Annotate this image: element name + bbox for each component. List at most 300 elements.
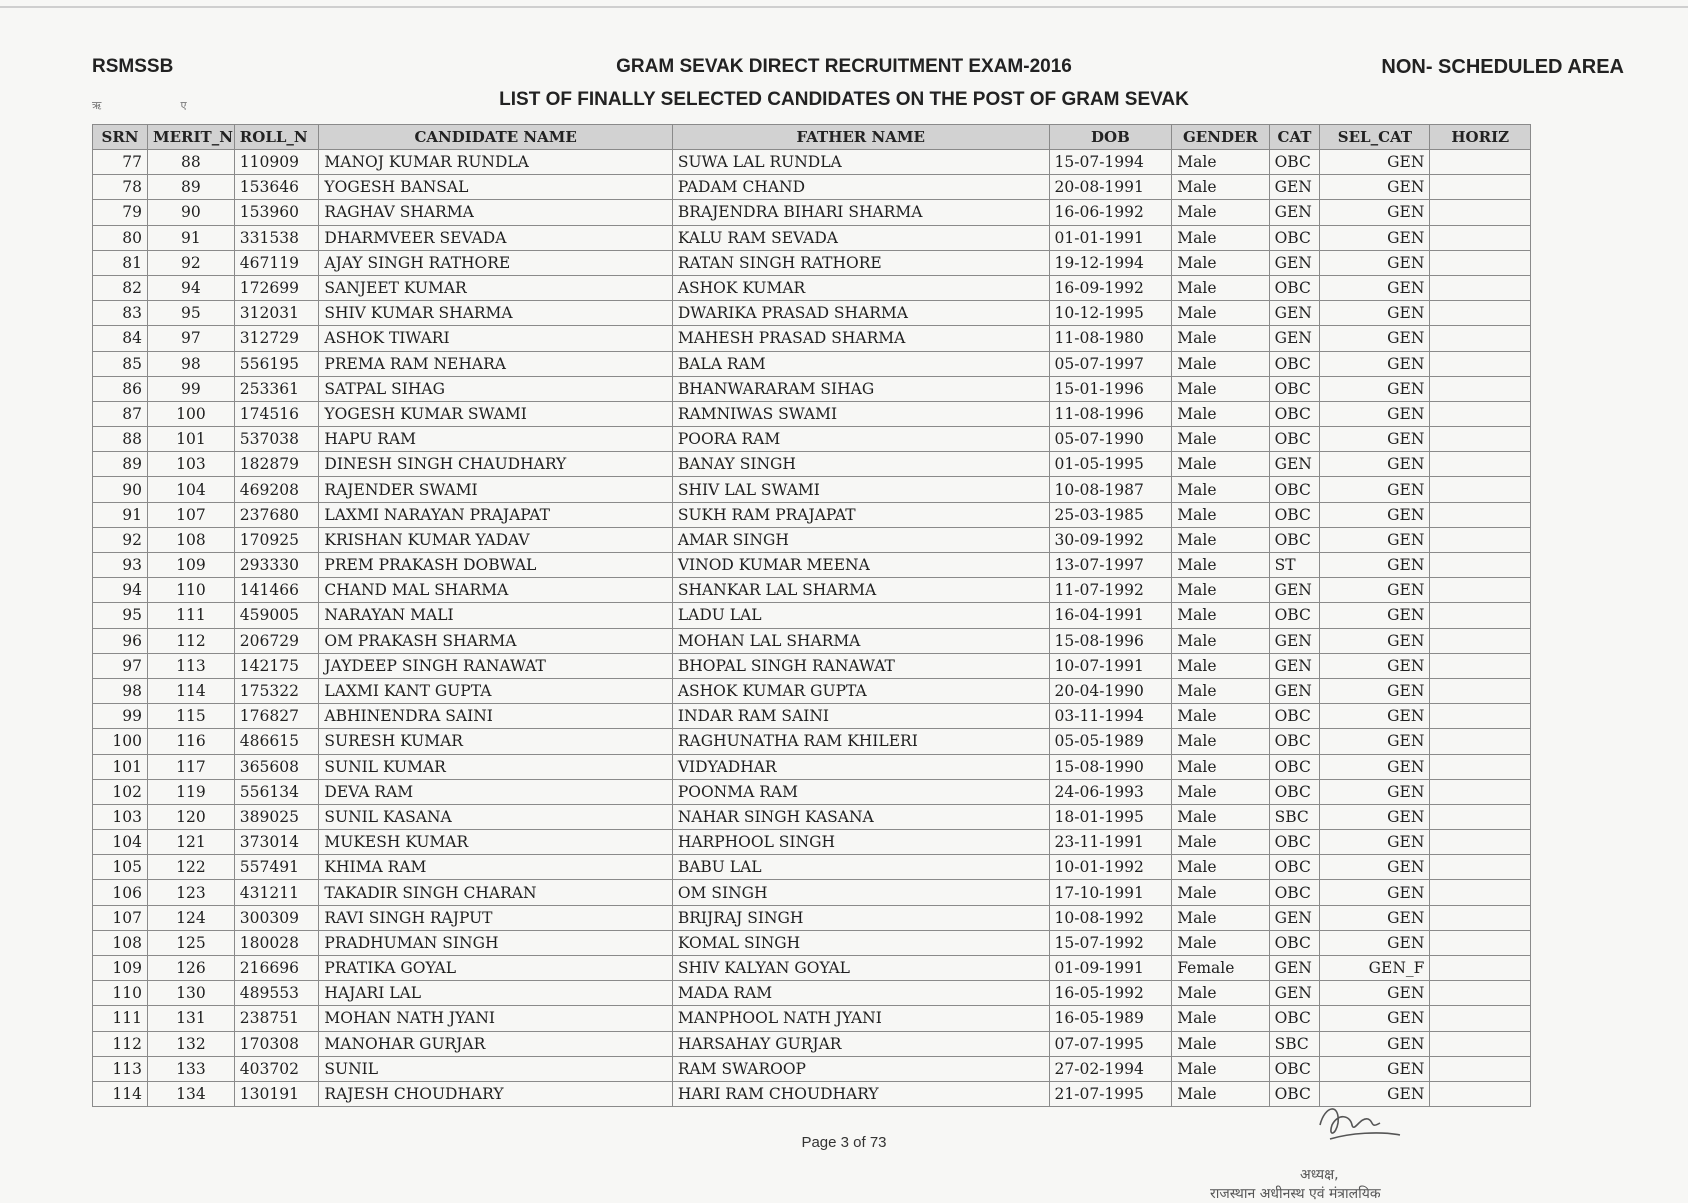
cell-cat: OBC	[1269, 1056, 1320, 1081]
cell-cat: OBC	[1269, 704, 1320, 729]
cell-srn: 90	[93, 477, 148, 502]
cell-cat: OBC	[1269, 376, 1320, 401]
cell-father-name: MANPHOOL NATH JYANI	[672, 1006, 1049, 1031]
cell-roll: 153646	[234, 175, 319, 200]
cell-merit: 119	[148, 779, 235, 804]
header-marks: ऋ ए	[92, 100, 225, 112]
cell-roll: 172699	[234, 275, 319, 300]
table-row	[93, 880, 1531, 905]
signature-icon	[1290, 1095, 1430, 1165]
cell-sel-cat: GEN	[1320, 653, 1430, 678]
cell-father-name: BHANWARARAM SIHAG	[672, 376, 1049, 401]
cell-dob: 30-09-1992	[1049, 527, 1172, 552]
cell-father-name: PADAM CHAND	[672, 175, 1049, 200]
cell-merit: 123	[148, 880, 235, 905]
cell-merit: 103	[148, 452, 235, 477]
cell-gender: Female	[1172, 956, 1269, 981]
cell-cat: GEN	[1269, 200, 1320, 225]
cell-candidate-name: NARAYAN MALI	[319, 603, 672, 628]
cell-srn: 95	[93, 603, 148, 628]
cell-horiz	[1430, 956, 1531, 981]
cell-merit: 97	[148, 326, 235, 351]
cell-candidate-name: OM PRAKASH SHARMA	[319, 628, 672, 653]
table-row	[93, 1006, 1531, 1031]
cell-horiz	[1430, 653, 1531, 678]
cell-father-name: BABU LAL	[672, 855, 1049, 880]
cell-horiz	[1430, 200, 1531, 225]
cell-candidate-name: PRATIKA GOYAL	[319, 956, 672, 981]
cell-merit: 124	[148, 905, 235, 930]
cell-cat: OBC	[1269, 1081, 1320, 1106]
table-row	[93, 175, 1531, 200]
cell-gender: Male	[1172, 527, 1269, 552]
table-row	[93, 376, 1531, 401]
cell-gender: Male	[1172, 603, 1269, 628]
cell-srn: 84	[93, 326, 148, 351]
table-row	[93, 527, 1531, 552]
cell-sel-cat: GEN	[1320, 678, 1430, 703]
cell-horiz	[1430, 376, 1531, 401]
cell-gender: Male	[1172, 351, 1269, 376]
cell-roll: 180028	[234, 930, 319, 955]
cell-roll: 130191	[234, 1081, 319, 1106]
cell-father-name: KALU RAM SEVADA	[672, 225, 1049, 250]
cell-candidate-name: MANOHAR GURJAR	[319, 1031, 672, 1056]
cell-candidate-name: RAGHAV SHARMA	[319, 200, 672, 225]
cell-roll: 238751	[234, 1006, 319, 1031]
cell-candidate-name: SANJEET KUMAR	[319, 275, 672, 300]
cell-dob: 18-01-1995	[1049, 804, 1172, 829]
cell-dob: 05-07-1990	[1049, 427, 1172, 452]
table-row	[93, 427, 1531, 452]
cell-candidate-name: DHARMVEER SEVADA	[319, 225, 672, 250]
cell-candidate-name: TAKADIR SINGH CHARAN	[319, 880, 672, 905]
table-row	[93, 578, 1531, 603]
cell-cat: GEN	[1269, 250, 1320, 275]
cell-merit: 116	[148, 729, 235, 754]
cell-merit: 98	[148, 351, 235, 376]
cell-sel-cat: GEN	[1320, 427, 1430, 452]
cell-dob: 15-07-1992	[1049, 930, 1172, 955]
cell-merit: 100	[148, 401, 235, 426]
cell-horiz	[1430, 578, 1531, 603]
cell-gender: Male	[1172, 779, 1269, 804]
cell-cat: GEN	[1269, 326, 1320, 351]
cell-srn: 77	[93, 150, 148, 175]
cell-father-name: OM SINGH	[672, 880, 1049, 905]
cell-dob: 24-06-1993	[1049, 779, 1172, 804]
cell-roll: 293330	[234, 553, 319, 578]
cell-sel-cat: GEN	[1320, 855, 1430, 880]
cell-roll: 403702	[234, 1056, 319, 1081]
cell-dob: 25-03-1985	[1049, 502, 1172, 527]
cell-sel-cat: GEN	[1320, 804, 1430, 829]
cell-dob: 11-08-1996	[1049, 401, 1172, 426]
cell-srn: 112	[93, 1031, 148, 1056]
table-header-row	[93, 125, 1531, 150]
cell-father-name: NAHAR SINGH KASANA	[672, 804, 1049, 829]
cell-gender: Male	[1172, 225, 1269, 250]
cell-roll: 365608	[234, 754, 319, 779]
cell-merit: 99	[148, 376, 235, 401]
cell-candidate-name: AJAY SINGH RATHORE	[319, 250, 672, 275]
cell-merit: 130	[148, 981, 235, 1006]
cell-roll: 331538	[234, 225, 319, 250]
cell-srn: 79	[93, 200, 148, 225]
cell-roll: 557491	[234, 855, 319, 880]
cell-horiz	[1430, 1006, 1531, 1031]
col-header-merit: MERIT_N	[148, 125, 235, 150]
cell-gender: Male	[1172, 804, 1269, 829]
cell-dob: 07-07-1995	[1049, 1031, 1172, 1056]
cell-sel-cat: GEN	[1320, 628, 1430, 653]
cell-gender: Male	[1172, 981, 1269, 1006]
cell-roll: 141466	[234, 578, 319, 603]
table-row	[93, 729, 1531, 754]
cell-dob: 11-07-1992	[1049, 578, 1172, 603]
cell-srn: 101	[93, 754, 148, 779]
cell-merit: 108	[148, 527, 235, 552]
cell-horiz	[1430, 830, 1531, 855]
cell-sel-cat: GEN	[1320, 527, 1430, 552]
cell-merit: 95	[148, 301, 235, 326]
cell-candidate-name: SUNIL	[319, 1056, 672, 1081]
cell-dob: 23-11-1991	[1049, 830, 1172, 855]
cell-dob: 01-09-1991	[1049, 956, 1172, 981]
col-header-candidate-name: CANDIDATE NAME	[319, 125, 672, 150]
cell-gender: Male	[1172, 200, 1269, 225]
cell-horiz	[1430, 553, 1531, 578]
cell-dob: 10-07-1991	[1049, 653, 1172, 678]
cell-merit: 101	[148, 427, 235, 452]
cell-gender: Male	[1172, 477, 1269, 502]
document-subtitle: LIST OF FINALLY SELECTED CANDIDATES ON THE POST OF GRAM SEVAK	[499, 89, 1189, 110]
cell-sel-cat: GEN	[1320, 275, 1430, 300]
cell-dob: 20-08-1991	[1049, 175, 1172, 200]
cell-candidate-name: MANOJ KUMAR RUNDLA	[319, 150, 672, 175]
cell-merit: 115	[148, 704, 235, 729]
cell-roll: 237680	[234, 502, 319, 527]
cell-father-name: MAHESH PRASAD SHARMA	[672, 326, 1049, 351]
cell-merit: 131	[148, 1006, 235, 1031]
cell-sel-cat: GEN	[1320, 578, 1430, 603]
cell-father-name: MADA RAM	[672, 981, 1049, 1006]
cell-srn: 85	[93, 351, 148, 376]
cell-cat: GEN	[1269, 956, 1320, 981]
table-row	[93, 603, 1531, 628]
cell-srn: 105	[93, 855, 148, 880]
cell-candidate-name: SURESH KUMAR	[319, 729, 672, 754]
cell-horiz	[1430, 704, 1531, 729]
cell-dob: 17-10-1991	[1049, 880, 1172, 905]
cell-cat: OBC	[1269, 527, 1320, 552]
cell-gender: Male	[1172, 1006, 1269, 1031]
cell-dob: 15-08-1996	[1049, 628, 1172, 653]
cell-horiz	[1430, 981, 1531, 1006]
cell-dob: 27-02-1994	[1049, 1056, 1172, 1081]
cell-sel-cat: GEN	[1320, 351, 1430, 376]
cell-srn: 102	[93, 779, 148, 804]
cell-father-name: VINOD KUMAR MEENA	[672, 553, 1049, 578]
cell-sel-cat: GEN	[1320, 553, 1430, 578]
cell-roll: 467119	[234, 250, 319, 275]
cell-gender: Male	[1172, 502, 1269, 527]
cell-horiz	[1430, 628, 1531, 653]
table-row	[93, 804, 1531, 829]
cell-srn: 111	[93, 1006, 148, 1031]
col-header-cat: CAT	[1269, 125, 1320, 150]
table-row	[93, 502, 1531, 527]
cell-candidate-name: SATPAL SIHAG	[319, 376, 672, 401]
cell-sel-cat: GEN	[1320, 880, 1430, 905]
cell-cat: OBC	[1269, 351, 1320, 376]
cell-father-name: RAGHUNATHA RAM KHILERI	[672, 729, 1049, 754]
cell-father-name: SUWA LAL RUNDLA	[672, 150, 1049, 175]
cell-srn: 107	[93, 905, 148, 930]
table-row	[93, 628, 1531, 653]
cell-cat: OBC	[1269, 603, 1320, 628]
cell-srn: 100	[93, 729, 148, 754]
cell-roll: 300309	[234, 905, 319, 930]
cell-roll: 142175	[234, 653, 319, 678]
cell-merit: 132	[148, 1031, 235, 1056]
cell-cat: GEN	[1269, 653, 1320, 678]
cell-cat: OBC	[1269, 225, 1320, 250]
cell-dob: 01-01-1991	[1049, 225, 1172, 250]
cell-srn: 104	[93, 830, 148, 855]
cell-horiz	[1430, 1056, 1531, 1081]
cell-gender: Male	[1172, 754, 1269, 779]
cell-candidate-name: LAXMI NARAYAN PRAJAPAT	[319, 502, 672, 527]
cell-sel-cat: GEN	[1320, 981, 1430, 1006]
cell-roll: 459005	[234, 603, 319, 628]
cell-srn: 99	[93, 704, 148, 729]
cell-horiz	[1430, 527, 1531, 552]
cell-gender: Male	[1172, 1031, 1269, 1056]
stamp-org: राजस्थान अधीनस्थ एवं मंत्रालयिक	[1210, 1186, 1381, 1202]
cell-sel-cat: GEN	[1320, 452, 1430, 477]
cell-dob: 16-06-1992	[1049, 200, 1172, 225]
cell-dob: 03-11-1994	[1049, 704, 1172, 729]
cell-dob: 19-12-1994	[1049, 250, 1172, 275]
cell-father-name: INDAR RAM SAINI	[672, 704, 1049, 729]
cell-roll: 537038	[234, 427, 319, 452]
cell-srn: 88	[93, 427, 148, 452]
cell-cat: OBC	[1269, 150, 1320, 175]
cell-srn: 86	[93, 376, 148, 401]
cell-cat: OBC	[1269, 880, 1320, 905]
table-row	[93, 200, 1531, 225]
cell-srn: 108	[93, 930, 148, 955]
cell-horiz	[1430, 603, 1531, 628]
cell-candidate-name: RAVI SINGH RAJPUT	[319, 905, 672, 930]
table-row	[93, 830, 1531, 855]
cell-cat: OBC	[1269, 427, 1320, 452]
cell-cat: ST	[1269, 553, 1320, 578]
cell-merit: 113	[148, 653, 235, 678]
cell-srn: 92	[93, 527, 148, 552]
cell-gender: Male	[1172, 678, 1269, 703]
cell-roll: 110909	[234, 150, 319, 175]
cell-roll: 182879	[234, 452, 319, 477]
cell-candidate-name: SUNIL KASANA	[319, 804, 672, 829]
cell-candidate-name: RAJESH CHOUDHARY	[319, 1081, 672, 1106]
cell-cat: GEN	[1269, 628, 1320, 653]
cell-horiz	[1430, 326, 1531, 351]
table-row	[93, 326, 1531, 351]
cell-father-name: ASHOK KUMAR	[672, 275, 1049, 300]
cell-gender: Male	[1172, 150, 1269, 175]
cell-cat: GEN	[1269, 981, 1320, 1006]
cell-merit: 122	[148, 855, 235, 880]
cell-horiz	[1430, 250, 1531, 275]
cell-sel-cat: GEN	[1320, 1081, 1430, 1106]
page-number: Page 3 of 73	[801, 1134, 887, 1151]
cell-candidate-name: HAJARI LAL	[319, 981, 672, 1006]
cell-gender: Male	[1172, 175, 1269, 200]
table-row	[93, 754, 1531, 779]
cell-horiz	[1430, 477, 1531, 502]
cell-roll: 176827	[234, 704, 319, 729]
table-row	[93, 401, 1531, 426]
cell-roll: 175322	[234, 678, 319, 703]
cell-candidate-name: SHIV KUMAR SHARMA	[319, 301, 672, 326]
cell-srn: 89	[93, 452, 148, 477]
cell-srn: 94	[93, 578, 148, 603]
cell-father-name: RAMNIWAS SWAMI	[672, 401, 1049, 426]
cell-dob: 10-12-1995	[1049, 301, 1172, 326]
cell-gender: Male	[1172, 578, 1269, 603]
cell-father-name: BRAJENDRA BIHARI SHARMA	[672, 200, 1049, 225]
cell-gender: Male	[1172, 1056, 1269, 1081]
cell-father-name: HARPHOOL SINGH	[672, 830, 1049, 855]
cell-father-name: AMAR SINGH	[672, 527, 1049, 552]
cell-sel-cat: GEN	[1320, 477, 1430, 502]
cell-gender: Male	[1172, 376, 1269, 401]
col-header-sel-cat: SEL_CAT	[1320, 125, 1430, 150]
cell-father-name: RATAN SINGH RATHORE	[672, 250, 1049, 275]
cell-father-name: SUKH RAM PRAJAPAT	[672, 502, 1049, 527]
cell-srn: 114	[93, 1081, 148, 1106]
cell-gender: Male	[1172, 452, 1269, 477]
cell-gender: Male	[1172, 880, 1269, 905]
cell-dob: 21-07-1995	[1049, 1081, 1172, 1106]
cell-dob: 13-07-1997	[1049, 553, 1172, 578]
cell-cat: OBC	[1269, 502, 1320, 527]
cell-father-name: VIDYADHAR	[672, 754, 1049, 779]
cell-father-name: KOMAL SINGH	[672, 930, 1049, 955]
cell-sel-cat: GEN	[1320, 401, 1430, 426]
cell-candidate-name: KHIMA RAM	[319, 855, 672, 880]
cell-sel-cat: GEN	[1320, 1056, 1430, 1081]
cell-dob: 15-08-1990	[1049, 754, 1172, 779]
cell-horiz	[1430, 905, 1531, 930]
cell-cat: GEN	[1269, 301, 1320, 326]
cell-srn: 82	[93, 275, 148, 300]
cell-merit: 91	[148, 225, 235, 250]
cell-srn: 81	[93, 250, 148, 275]
table-row	[93, 704, 1531, 729]
cell-dob: 15-07-1994	[1049, 150, 1172, 175]
cell-horiz	[1430, 1081, 1531, 1106]
cell-merit: 125	[148, 930, 235, 955]
document-title: GRAM SEVAK DIRECT RECRUITMENT EXAM-2016	[616, 56, 1072, 77]
table-row	[93, 905, 1531, 930]
cell-dob: 15-01-1996	[1049, 376, 1172, 401]
cell-merit: 121	[148, 830, 235, 855]
cell-gender: Male	[1172, 930, 1269, 955]
table-row	[93, 930, 1531, 955]
cell-horiz	[1430, 275, 1531, 300]
col-header-dob: DOB	[1049, 125, 1172, 150]
cell-sel-cat: GEN_F	[1320, 956, 1430, 981]
table-row	[93, 275, 1531, 300]
cell-cat: OBC	[1269, 401, 1320, 426]
cell-cat: OBC	[1269, 779, 1320, 804]
cell-merit: 88	[148, 150, 235, 175]
cell-candidate-name: PRADHUMAN SINGH	[319, 930, 672, 955]
cell-roll: 556195	[234, 351, 319, 376]
cell-candidate-name: YOGESH KUMAR SWAMI	[319, 401, 672, 426]
cell-cat: OBC	[1269, 830, 1320, 855]
cell-srn: 80	[93, 225, 148, 250]
cell-gender: Male	[1172, 830, 1269, 855]
cell-father-name: BRIJRAJ SINGH	[672, 905, 1049, 930]
cell-srn: 96	[93, 628, 148, 653]
cell-father-name: DWARIKA PRASAD SHARMA	[672, 301, 1049, 326]
cell-srn: 109	[93, 956, 148, 981]
cell-dob: 16-04-1991	[1049, 603, 1172, 628]
cell-sel-cat: GEN	[1320, 1031, 1430, 1056]
area-label: NON- SCHEDULED AREA	[1381, 56, 1624, 78]
cell-horiz	[1430, 779, 1531, 804]
cell-cat: OBC	[1269, 930, 1320, 955]
cell-father-name: SHANKAR LAL SHARMA	[672, 578, 1049, 603]
cell-cat: SBC	[1269, 804, 1320, 829]
cell-horiz	[1430, 225, 1531, 250]
table-row	[93, 351, 1531, 376]
col-header-roll: ROLL_N	[234, 125, 319, 150]
cell-merit: 112	[148, 628, 235, 653]
top-rule	[0, 6, 1688, 8]
cell-candidate-name: CHAND MAL SHARMA	[319, 578, 672, 603]
cell-father-name: RAM SWAROOP	[672, 1056, 1049, 1081]
cell-cat: OBC	[1269, 1006, 1320, 1031]
cell-cat: GEN	[1269, 678, 1320, 703]
cell-horiz	[1430, 401, 1531, 426]
cell-candidate-name: RAJENDER SWAMI	[319, 477, 672, 502]
cell-dob: 10-08-1992	[1049, 905, 1172, 930]
col-header-horiz: HORIZ	[1430, 125, 1531, 150]
cell-sel-cat: GEN	[1320, 729, 1430, 754]
cell-horiz	[1430, 930, 1531, 955]
cell-roll: 153960	[234, 200, 319, 225]
cell-sel-cat: GEN	[1320, 603, 1430, 628]
cell-horiz	[1430, 855, 1531, 880]
cell-srn: 110	[93, 981, 148, 1006]
cell-sel-cat: GEN	[1320, 200, 1430, 225]
table-row	[93, 981, 1531, 1006]
cell-dob: 10-08-1987	[1049, 477, 1172, 502]
cell-gender: Male	[1172, 250, 1269, 275]
cell-candidate-name: PREM PRAKASH DOBWAL	[319, 553, 672, 578]
cell-roll: 312729	[234, 326, 319, 351]
cell-merit: 92	[148, 250, 235, 275]
cell-roll: 389025	[234, 804, 319, 829]
cell-merit: 89	[148, 175, 235, 200]
cell-cat: GEN	[1269, 452, 1320, 477]
cell-sel-cat: GEN	[1320, 150, 1430, 175]
